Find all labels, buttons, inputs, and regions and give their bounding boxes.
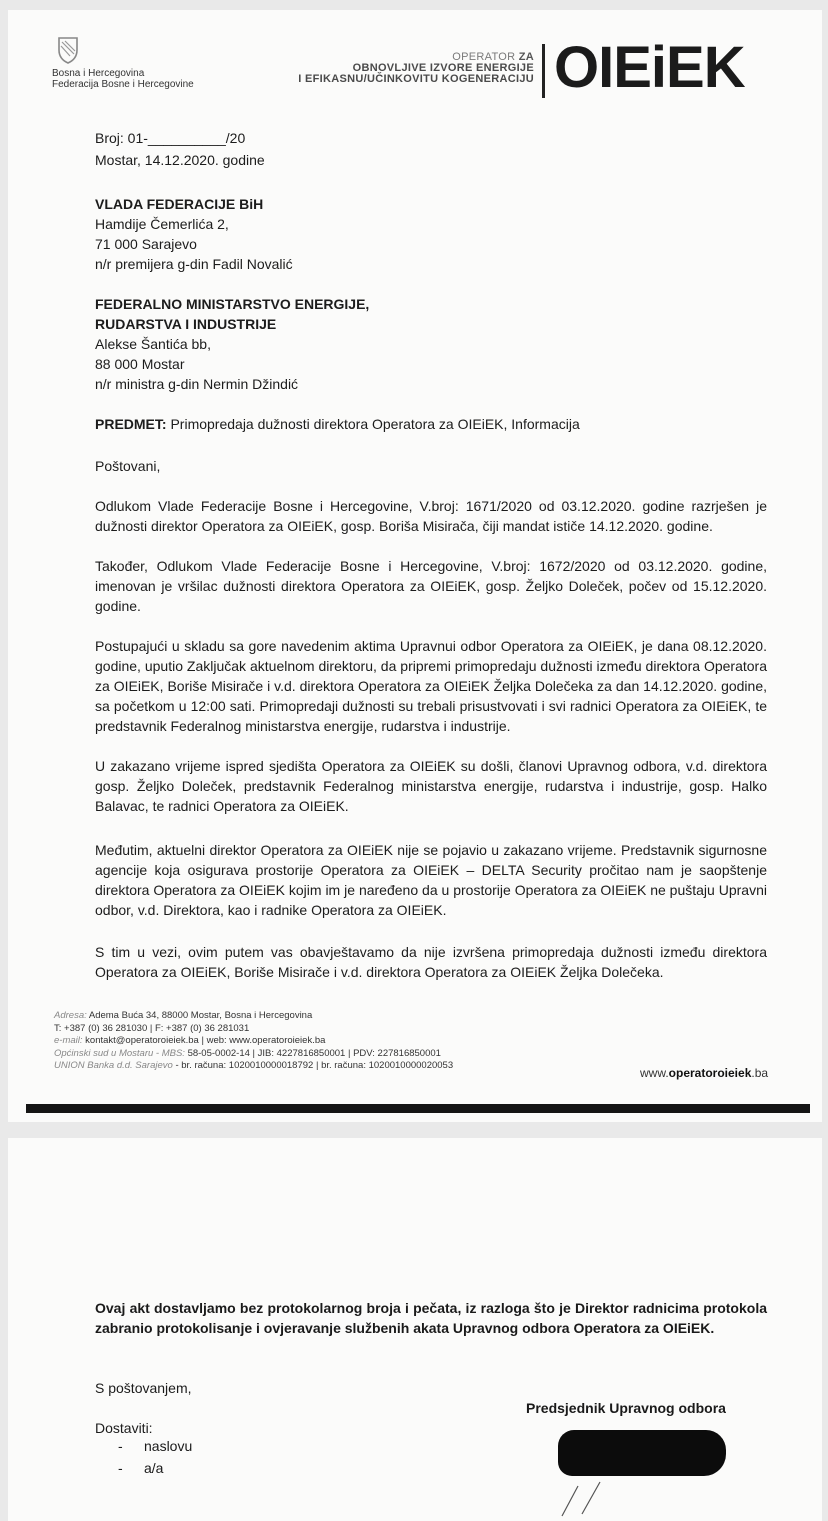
recipient-1-attn: n/r premijera g-din Fadil Novalić: [95, 256, 293, 272]
footer-phone: T: +387 (0) 36 281030 | F: +387 (0) 36 281031: [54, 1022, 250, 1034]
recipient-2-name-line-1: FEDERALNO MINISTARSTVO ENERGIJE,: [95, 296, 370, 312]
paragraph-4: U zakazano vrijeme ispred sjedišta Operatora za OIEiEK su došli, članovi Upravnog odbora, v.d. direktora gosp. Željko Doleček, predstavnik Federalnog ministarstva energije, rudarstva i industrije, gosp. Halko Balavac, te radnici Operatora za OIEiEK.: [95, 758, 767, 814]
bank-label: UNION Banka d.d. Sarajevo: [54, 1060, 173, 1071]
recipient-2-city: 88 000 Mostar: [95, 356, 185, 372]
paragraph-1: Odlukom Vlade Federacije Bosne i Hercegovine, V.broj: 1671/2020 od 03.12.2020. godine razrješen je dužnosti direktor Operatora za OIEiEK, gosp. Boriša Misirača, čiji mandat ističe 14.12.2020. godine.: [95, 498, 767, 534]
bank-value: - br. računa: 1020010000018792 | br. računa: 1020010000020053: [172, 1060, 454, 1071]
operator-line-3: I EFIKASNU/UČINKOVITU KOGENERACIJU: [298, 73, 534, 85]
web-domain: operatoroieiek: [668, 1066, 752, 1080]
protocol-notice: Ovaj akt dostavljamo bez protokolarnog broja i pečata, iz razloga što je Direktor radnicima protokola zabranio protokolisanje i ovjeravanje službenih akata Upravnog odbora Operatora za OIEiEK.: [95, 1300, 767, 1336]
signer-title: Predsjednik Upravnog odbora: [526, 1400, 726, 1416]
operator-word: OPERATOR: [452, 51, 516, 63]
email-value: kontakt@operatoroieiek.ba | web: www.operatoroieiek.ba: [82, 1035, 326, 1046]
recipient-2-street: Alekse Šantića bb,: [95, 336, 211, 352]
deliver-item-text: a/a: [144, 1460, 164, 1476]
coat-of-arms-icon: [56, 36, 80, 64]
deliver-item: - naslovu: [118, 1438, 193, 1454]
recipient-2-name-line-2: RUDARSTVA I INDUSTRIJE: [95, 316, 277, 332]
footer-bank: [54, 1060, 453, 1073]
subject-line: [95, 414, 580, 434]
operator-full-name: [258, 52, 534, 85]
issuer-country: [52, 68, 194, 90]
footer-court: [54, 1048, 453, 1061]
address-label: Adresa:: [54, 1010, 87, 1021]
web-suffix: .ba: [751, 1066, 769, 1080]
paragraph-5: Međutim, aktuelni direktor Operatora za OIEiEK nije se pojavio u zakazano vrijeme. Predstavnik sigurnosne agencije koja osigurava prostorije Operatora za OIEiEK – DELTA Security pročitao nam je saopštenje direktora Operatora za OIEiEK kojim im je naređeno da u prostorije Operatora za OIEiEK ne puštaju Upravni odbor, v.d. Direktora, kao i radnike Operatora za OIEiEK.: [95, 842, 767, 918]
recipient-1-name: VLADA FEDERACIJE BiH: [95, 196, 264, 212]
letter-page-2: [8, 1138, 822, 1521]
closing: S poštovanjem,: [95, 1380, 192, 1396]
paragraph-6: S tim u vezi, ovim putem vas obavještavamo da nije izvršena primopredaja dužnosti između direktora Operatora za OIEiEK, Boriše Misirače i v.d. direktora Operatora za OIEiEK Željka Dolečeka.: [95, 944, 767, 980]
oieiek-logo: OIEiEK: [554, 35, 745, 100]
country-line-2: Federacija Bosne i Hercegovine: [52, 79, 194, 90]
recipient-1-city: 71 000 Sarajevo: [95, 236, 197, 252]
footer-email: [54, 1035, 453, 1048]
place-and-date: Mostar, 14.12.2020. godine: [95, 152, 265, 168]
operator-line-2: OBNOVLJIVE IZVORE ENERGIJE: [352, 62, 534, 74]
recipient-1-street: Hamdije Čemerlića 2,: [95, 216, 229, 232]
court-label: Općinski sud u Mostaru - MBS:: [54, 1047, 185, 1059]
subject-text: Primopredaja dužnosti direktora Operatora za OIEiEK, Informacija: [166, 416, 580, 432]
footer-website: [640, 1066, 768, 1080]
operator-za: ZA: [518, 51, 534, 63]
email-label: e-mail:: [54, 1035, 83, 1046]
web-prefix: www.: [640, 1066, 669, 1080]
signature-strokes: [548, 1468, 638, 1518]
deliver-label: Dostaviti:: [95, 1420, 153, 1436]
subject-label: PREDMET:: [95, 416, 167, 432]
address-value: Adema Buća 34, 88000 Mostar, Bosna i Hercegovina: [86, 1010, 313, 1021]
deliver-item: - a/a: [118, 1460, 164, 1476]
letter-footer: [54, 1010, 453, 1073]
court-value: 58-05-0002-14 | JIB: 4227816850001 | PDV: 227816850001: [184, 1047, 441, 1059]
recipient-2-attn: n/r ministra g-din Nermin Džindić: [95, 376, 299, 392]
logo-divider: [542, 44, 545, 98]
deliver-item-text: naslovu: [144, 1438, 193, 1454]
document-number: Broj: 01-__________/20: [95, 130, 246, 146]
country-line-1: Bosna i Hercegovina: [52, 68, 145, 79]
footer-rule: [26, 1104, 810, 1113]
paragraph-3: Postupajući u skladu sa gore navedenim aktima Upravnui odbor Operatora za OIEiEK, je dana 08.12.2020. godine, uputio Zaključak aktuelnom direktoru, da pripremi primopredaju dužnosti između direktora Operatora za OIEiEK, Boriše Misirače i v.d. direktora Operatora za OIEiEK Željka Dolečeka za dan 14.12.2020. godine, sa početkom u 12:00 sati. Primopredaji dužnosti su trebali prisustvovati i svi radnici Operatora za OIEiEK, te predstavnik Federalnog ministarstva energije, rudarstva i industrije.: [95, 638, 767, 734]
salutation: Poštovani,: [95, 458, 161, 474]
paragraph-2: Također, Odlukom Vlade Federacije Bosne i Hercegovine, V.broj: 1672/2020 od 03.12.2020. godine, imenovan je vršilac dužnosti direktora Operatora za OIEiEK, gosp. Željko Doleček, počev od 15.12.2020. godine.: [95, 558, 767, 614]
letter-page-1: [8, 10, 822, 1122]
footer-address: [54, 1010, 453, 1023]
